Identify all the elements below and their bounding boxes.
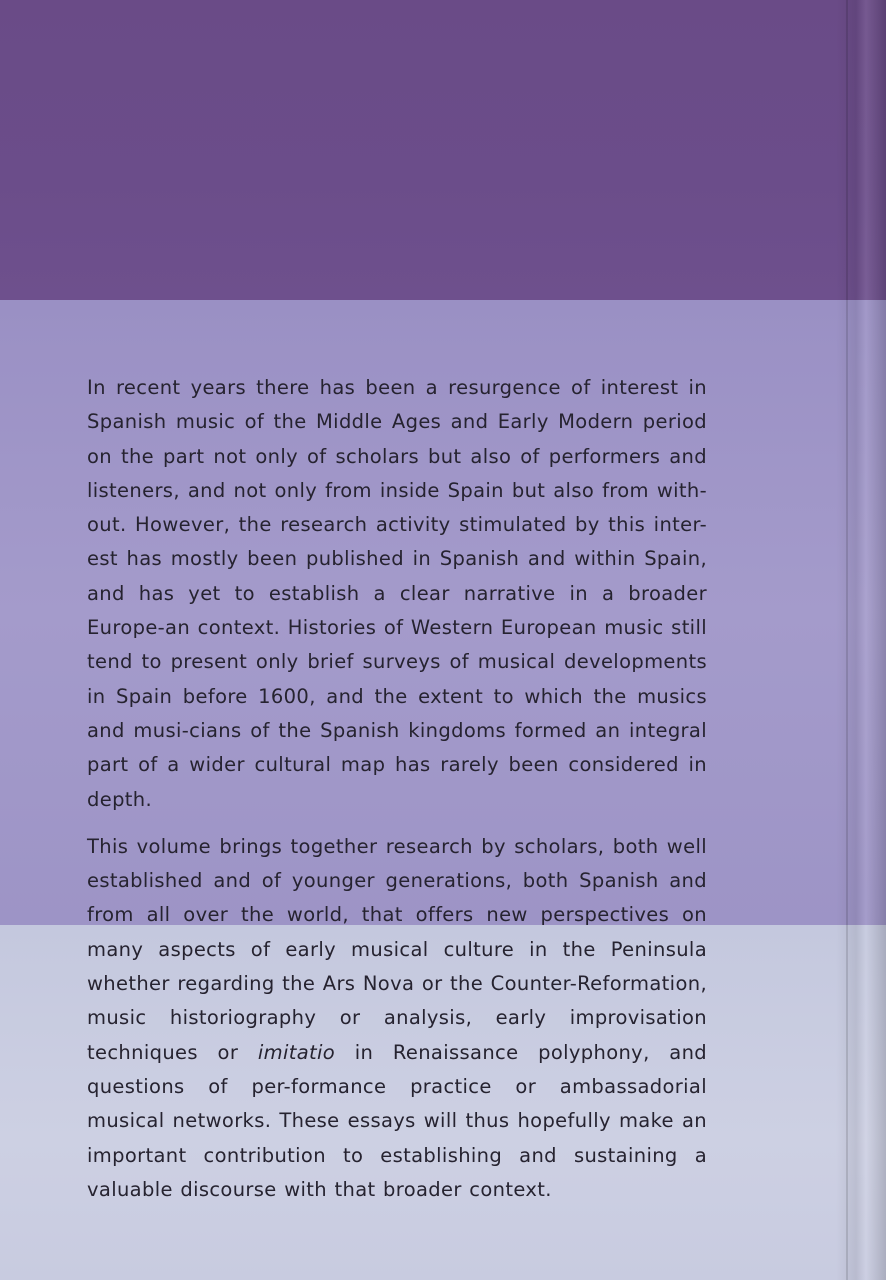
blurb-paragraph-2 <box>87 830 707 1207</box>
spine-edge <box>836 0 886 1280</box>
blurb-paragraph-1: In recent years there has been a resurgence of interest in Spanish music of the Middle Ages and Early Modern period on the part not only of scholars but also of performers and listeners, and not only from inside Spain but also from with-out. However, the research activity stimulated by this inter-est has mostly been published in Spanish and within Spain, and has yet to establish a clear narrative in a broader Europe-an context. Histories of Western European music still tend to present only brief surveys of musical developments in Spain before 1600, and the extent to which the musics and musi-cians of the Spanish kingdoms formed an integral part of a wider cultural map has rarely been considered in depth. <box>87 376 707 811</box>
back-cover-blurb <box>87 371 707 1207</box>
spine-fold-line <box>846 0 848 1280</box>
blurb-italic-term: imitatio <box>257 1040 336 1064</box>
blurb-paragraph-2-text-start: This volume brings together research by scholars, both well established and of younger generations, both Spanish and from all over the world, that offers new perspectives on many aspects of early musical culture in the Peninsula whether regarding the Ars Nova or the Counter-Reformation, music historiography or analysis, early improvisation techniques or <box>87 834 707 1064</box>
top-color-band <box>0 0 886 300</box>
blurb-paragraph-2-text-end: in Renaissance polyphony, and questions of per-formance practice or ambassadorial musical networks. These essays will thus hopefully make an important contribution to establishing and sustaining a valuable discourse with that broader context. <box>87 1040 708 1201</box>
